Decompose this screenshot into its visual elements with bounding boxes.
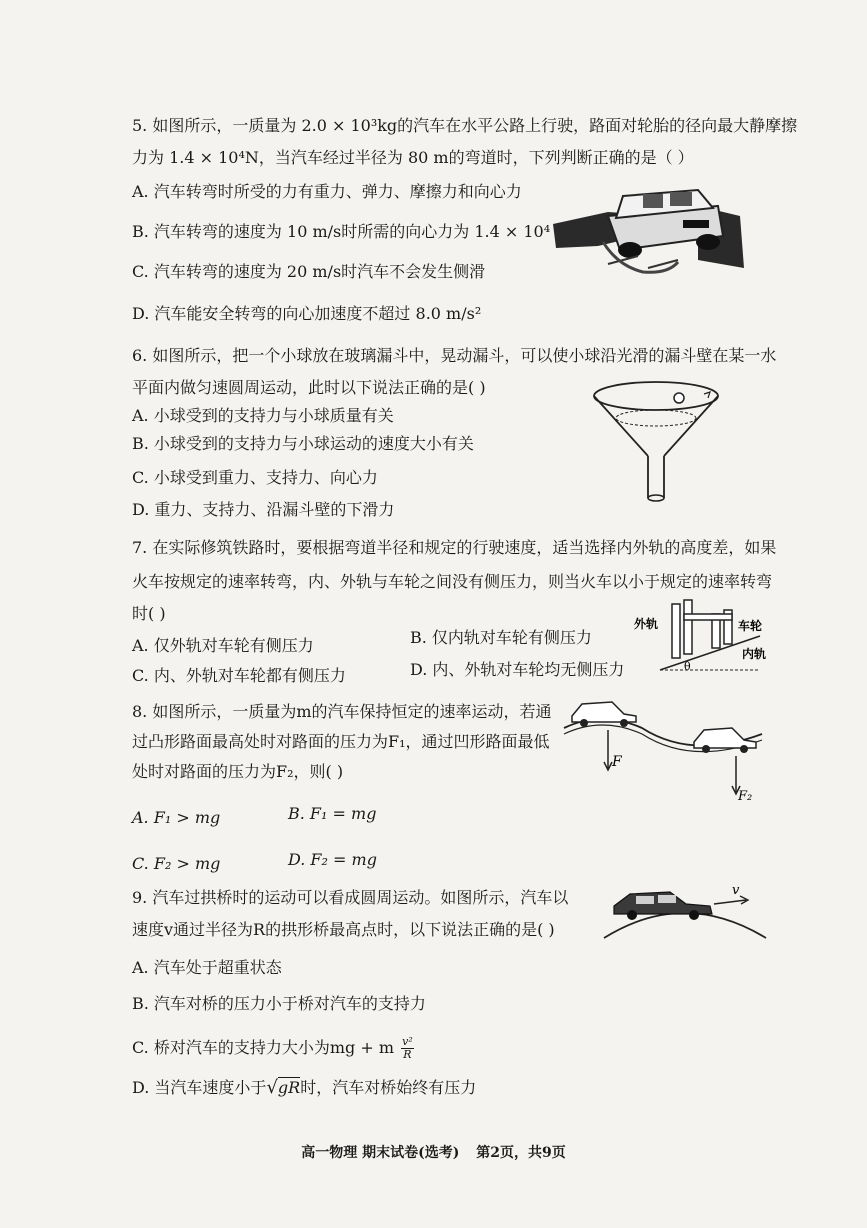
q5-option-d: D. 汽车能安全转弯的向心加速度不超过 8.0 m/s² [132, 304, 482, 323]
q7-stem-line3: 时( ) [132, 604, 166, 623]
q5-stem-line1: 5. 如图所示，一质量为 2.0 × 10³kg的汽车在水平公路上行驶，路面对轮胎的径向最大静摩擦 [132, 116, 798, 135]
q7-option-c: C. 内、外轨对车轮都有侧压力 [132, 666, 346, 685]
q7-option-d: D. 内、外轨对车轮均无侧压力 [410, 660, 625, 679]
angle-label: θ [684, 660, 691, 672]
q6-stem-line1: 6. 如图所示，把一个小球放在玻璃漏斗中，晃动漏斗，可以使小球沿光滑的漏斗壁在某一水 [132, 346, 777, 365]
bridge-figure [600, 880, 770, 940]
q9-option-d-text-end: 时，汽车对桥始终有压力 [300, 1078, 477, 1097]
q9-option-b: B. 汽车对桥的压力小于桥对汽车的支持力 [132, 994, 426, 1013]
q7-option-b: B. 仅内轨对车轮有侧压力 [410, 628, 592, 647]
outer-rail-label: 外轨 [634, 617, 659, 631]
inner-rail-label: 内轨 [742, 647, 767, 661]
q8-option-c: C. F₂ > mg [132, 854, 221, 873]
fraction-denominator: R [403, 1048, 412, 1061]
q9-option-c [132, 1036, 414, 1061]
page-footer [0, 1142, 867, 1162]
q8-option-a: A. F₁ > mg [132, 808, 221, 827]
q5-option-b: B. 汽车转弯的速度为 10 m/s时所需的向心力为 1.4 × 10⁴ [132, 222, 551, 241]
force-f1-label: F [612, 754, 622, 770]
footer-subject: 高一物理 期末试卷(选考) [301, 1145, 460, 1161]
q8-option-d: D. F₂ = mg [288, 850, 377, 869]
q6-option-b: B. 小球受到的支持力与小球运动的速度大小有关 [132, 434, 474, 453]
car-on-bridge [614, 892, 712, 920]
q5-stem-line2: 力为 1.4 × 10⁴N，当汽车经过半径为 80 m的弯道时，下列判断正确的是（ ） [132, 148, 694, 167]
q5-option-c: C. 汽车转弯的速度为 20 m/s时汽车不会发生侧滑 [132, 262, 486, 281]
q6-stem-line2: 平面内做匀速圆周运动，此时以下说法正确的是( ) [132, 378, 486, 397]
q9-option-d [132, 1078, 476, 1098]
force-f2-label: F₂ [738, 789, 753, 804]
q9-stem-line2: 速度v通过半径为R的拱形桥最高点时，以下说法正确的是( ) [132, 920, 555, 939]
q8-stem-line3: 处时对路面的压力为F₂，则( ) [132, 762, 344, 781]
sqrt-radicand: gR [277, 1078, 301, 1097]
q6-option-d: D. 重力、支持力、沿漏斗壁的下滑力 [132, 500, 395, 519]
sqrt-icon: √ [266, 1077, 278, 1098]
q8-option-b: B. F₁ = mg [288, 804, 377, 823]
q9-option-a: A. 汽车处于超重状态 [132, 958, 282, 977]
q9-stem-line1: 9. 汽车过拱桥时的运动可以看成圆周运动。如图所示，汽车以 [132, 888, 569, 907]
road-figure [562, 690, 772, 804]
q8-stem-line1: 8. 如图所示，一质量为m的汽车保持恒定的速率运动，若通 [132, 702, 552, 721]
rail-track-figure [632, 594, 772, 672]
car-in-dip [694, 728, 756, 753]
fraction-numerator: v² [402, 1035, 413, 1048]
car-turning-figure [548, 176, 748, 276]
q6-option-a: A. 小球受到的支持力与小球质量有关 [132, 406, 394, 425]
q9-option-c-text: C. 桥对汽车的支持力大小为mg + m [132, 1038, 395, 1057]
q9-option-d-text: D. 当汽车速度小于 [132, 1078, 267, 1097]
q7-stem-line1: 7. 在实际修筑铁路时，要根据弯道半径和规定的行驶速度，适当选择内外轨的高度差，如果 [132, 538, 777, 557]
funnel-figure [588, 374, 728, 506]
q5-option-a: A. 汽车转弯时所受的力有重力、弹力、摩擦力和向心力 [132, 182, 522, 201]
q8-stem-line2: 过凸形路面最高处时对路面的压力为F₁，通过凹形路面最低 [132, 732, 550, 751]
footer-page-number: 第2页，共9页 [476, 1145, 566, 1161]
car-on-hump [572, 702, 636, 727]
q6-option-c: C. 小球受到重力、支持力、向心力 [132, 468, 378, 487]
q7-stem-line2: 火车按规定的速率转弯，内、外轨与车轮之间没有侧压力，则当火车以小于规定的速率转弯 [132, 572, 773, 591]
velocity-label: v [732, 883, 740, 898]
q7-option-a: A. 仅外轨对车轮有侧压力 [132, 636, 314, 655]
fraction [401, 1036, 414, 1061]
wheel-label: 车轮 [738, 619, 763, 633]
